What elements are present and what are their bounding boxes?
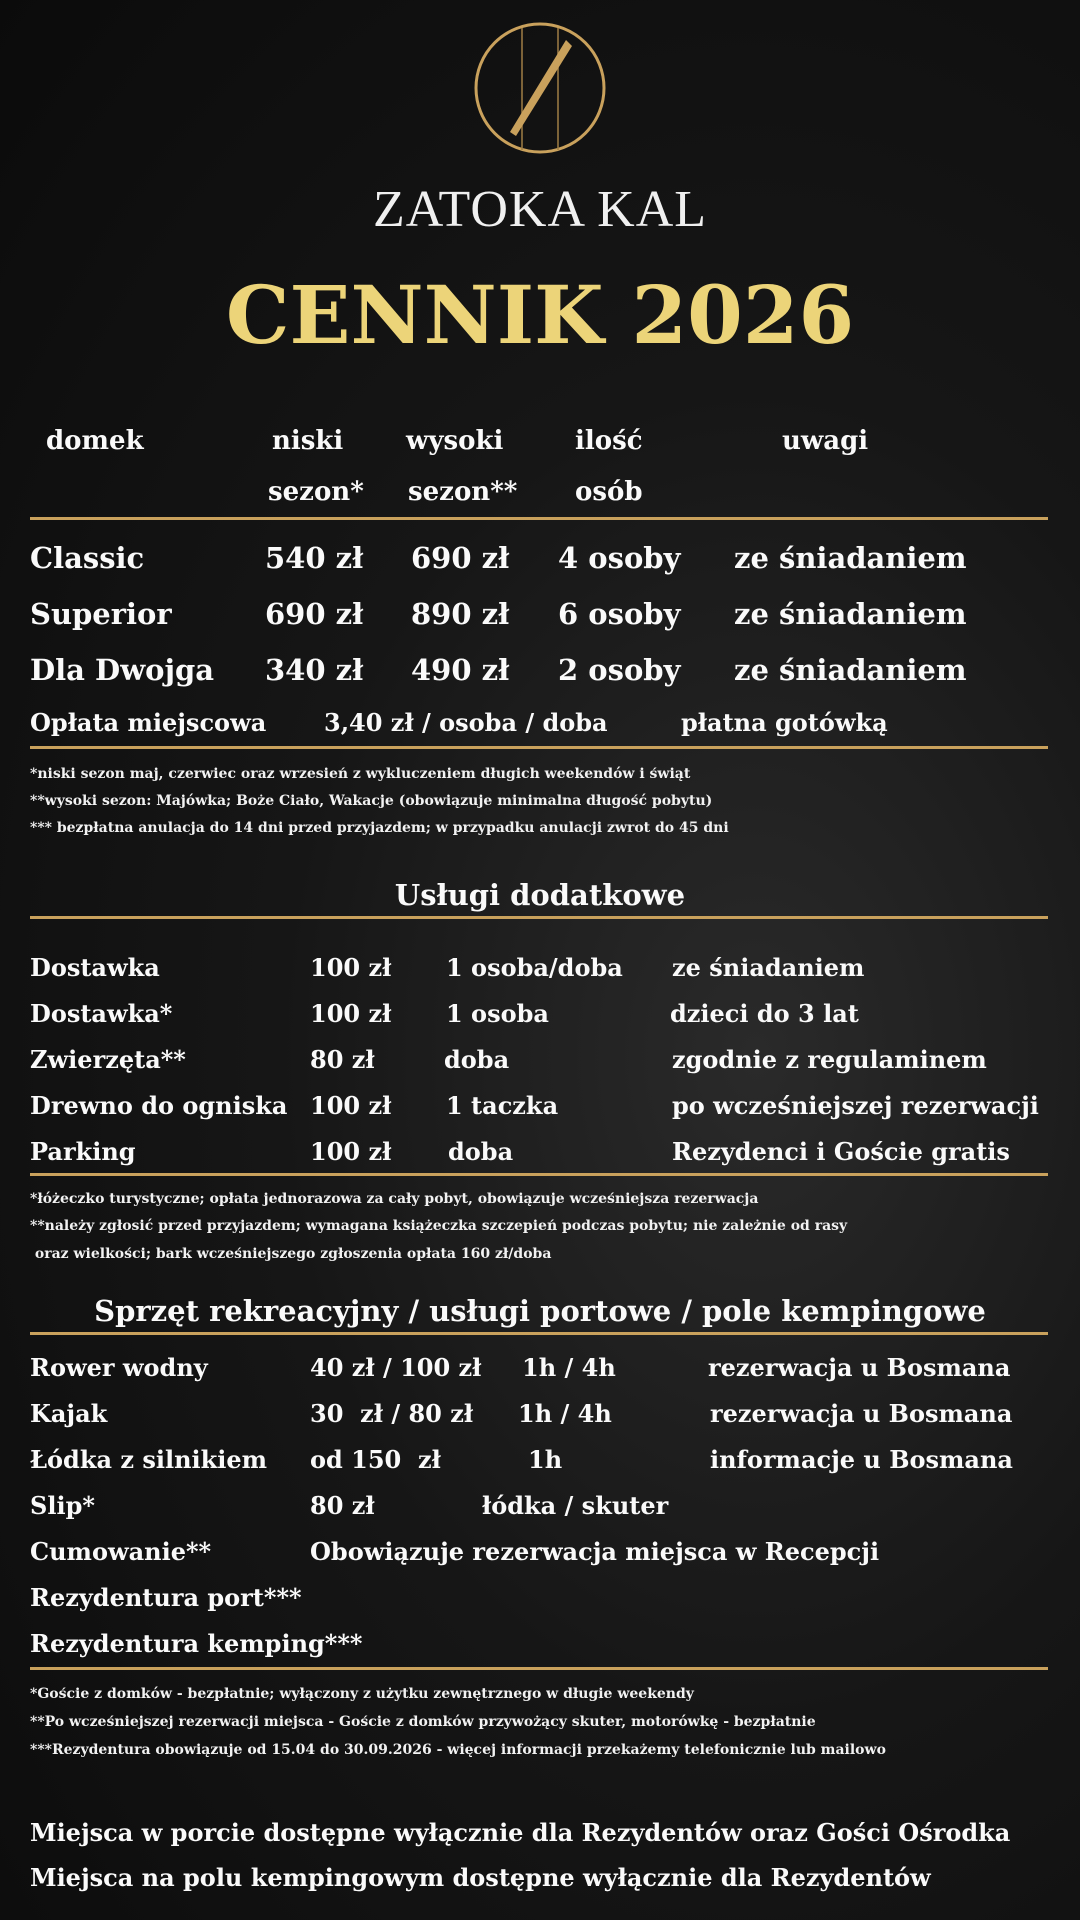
extra-name: Zwierzęta** [30,1045,186,1074]
zatoka-kal-logo-icon [470,18,610,158]
extra-note: ze śniadaniem [672,953,865,982]
row-name: Superior [30,597,172,631]
row-people: 4 osoby [558,541,681,575]
brand-name: ZATOKA KAL [372,181,708,238]
fee-payment: płatna gotówką [681,708,888,737]
divider [30,746,1048,749]
footnote: **wysoki sezon: Majówka; Boże Ciało, Wakacje (obowiązuje minimalna długość pobytu) [30,793,713,809]
equipment-note: rezerwacja u Bosmana [710,1399,1013,1428]
extra-unit: 1 osoba/doba [446,953,623,982]
equipment-price: od 150 zł [310,1445,441,1474]
section-title-equipment: Sprzęt rekreacyjny / usługi portowe / pole kempingowe [94,1294,986,1328]
extra-note: po wcześniejszej rezerwacji [672,1091,1039,1120]
equipment-price: 40 zł / 100 zł [310,1353,482,1382]
extra-price: 80 zł [310,1045,375,1074]
footer-line: Miejsca w porcie dostępne wyłącznie dla Rezydentów oraz Gości Ośrodka [30,1818,1011,1847]
row-high: 890 zł [411,597,510,631]
section-title-extras: Usługi dodatkowe [394,878,686,912]
divider [30,1667,1048,1670]
row-people: 2 osoby [558,653,681,687]
equipment-unit: 1h / 4h [518,1399,612,1428]
extra-note: zgodnie z regulaminem [672,1045,987,1074]
equipment-unit: łódka / skuter [482,1491,669,1520]
row-people: 6 osoby [558,597,681,631]
divider [30,517,1048,520]
extra-unit: 1 taczka [446,1091,559,1120]
extra-unit: doba [444,1045,510,1074]
header-niski-sezon: sezon* [268,477,364,507]
equipment-note: informacje u Bosmana [710,1445,1013,1474]
row-high: 490 zł [411,653,510,687]
fee-name: Opłata miejscowa [30,708,267,737]
equipment-name: Cumowanie** [30,1537,212,1566]
divider [30,916,1048,919]
footnote: *łóżeczko turystyczne; opłata jednorazowa za cały pobyt, obowiązuje wcześniejsza rezerwacja [30,1191,759,1207]
row-low: 340 zł [265,653,364,687]
extra-unit: doba [448,1137,514,1166]
row-note: ze śniadaniem [734,541,967,575]
extra-price: 100 zł [310,1137,392,1166]
header-wysoki: wysoki [406,426,504,456]
footer-line: Miejsca na polu kempingowym dostępne wyłącznie dla Rezydentów [30,1863,931,1892]
footnote: *** bezpłatna anulacja do 14 dni przed przyjazdem; w przypadku anulacji zwrot do 45 dni [30,820,729,836]
equipment-info: Obowiązuje rezerwacja miejsca w Recepcji [310,1537,880,1566]
extra-name: Dostawka* [30,999,173,1028]
footnote: **Po wcześniejszej rezerwacji miejsca - Goście z domków przywożący skuter, motorówkę - bezpłatnie [30,1714,816,1730]
divider [30,1173,1048,1176]
extra-unit: 1 osoba [446,999,549,1028]
equipment-name: Slip* [30,1491,95,1520]
header-wysoki-sezon: sezon** [408,477,518,507]
footnote: oraz wielkości; bark wcześniejszego zgłoszenia opłata 160 zł/doba [30,1246,552,1262]
extra-price: 100 zł [310,953,392,982]
equipment-name: Łódka z silnikiem [30,1445,268,1474]
page-title: CENNIK 2026 [225,268,855,362]
extra-note: Rezydenci i Goście gratis [672,1137,1010,1166]
row-low: 540 zł [265,541,364,575]
row-name: Dla Dwojga [30,653,215,687]
extra-name: Dostawka [30,953,160,982]
footnote: **należy zgłosić przed przyjazdem; wymagana książeczka szczepień podczas pobytu; nie zależnie od rasy [30,1218,848,1234]
row-note: ze śniadaniem [734,597,967,631]
footnote: ***Rezydentura obowiązuje od 15.04 do 30.09.2026 - więcej informacji przekażemy telefonicznie lub mailowo [30,1742,886,1758]
extra-price: 100 zł [310,999,392,1028]
row-name: Classic [30,541,145,575]
equipment-name: Kajak [30,1399,108,1428]
equipment-name: Rezydentura port*** [30,1583,302,1612]
equipment-note: rezerwacja u Bosmana [708,1353,1011,1382]
equipment-unit: 1h / 4h [522,1353,616,1382]
equipment-name: Rezydentura kemping*** [30,1629,363,1658]
header-ilosc: ilość [575,426,643,456]
extra-name: Drewno do ogniska [30,1091,288,1120]
equipment-price: 80 zł [310,1491,375,1520]
row-high: 690 zł [411,541,510,575]
equipment-price: 30 zł / 80 zł [310,1399,474,1428]
footnote: *Goście z domków - bezpłatnie; wyłączony z użytku zewnętrznego w długie weekendy [30,1686,694,1702]
row-note: ze śniadaniem [734,653,967,687]
equipment-name: Rower wodny [30,1353,208,1382]
extra-price: 100 zł [310,1091,392,1120]
header-domek: domek [46,426,144,456]
header-uwagi: uwagi [782,426,869,456]
extra-name: Parking [30,1137,136,1166]
extra-note: dzieci do 3 lat [670,999,859,1028]
footnote: *niski sezon maj, czerwiec oraz wrzesień z wykluczeniem długich weekendów i świąt [30,766,691,782]
fee-amount: 3,40 zł / osoba / doba [324,708,608,737]
header-osob: osób [575,477,643,507]
row-low: 690 zł [265,597,364,631]
divider [30,1332,1048,1335]
header-niski: niski [272,426,344,456]
equipment-unit: 1h [528,1445,563,1474]
